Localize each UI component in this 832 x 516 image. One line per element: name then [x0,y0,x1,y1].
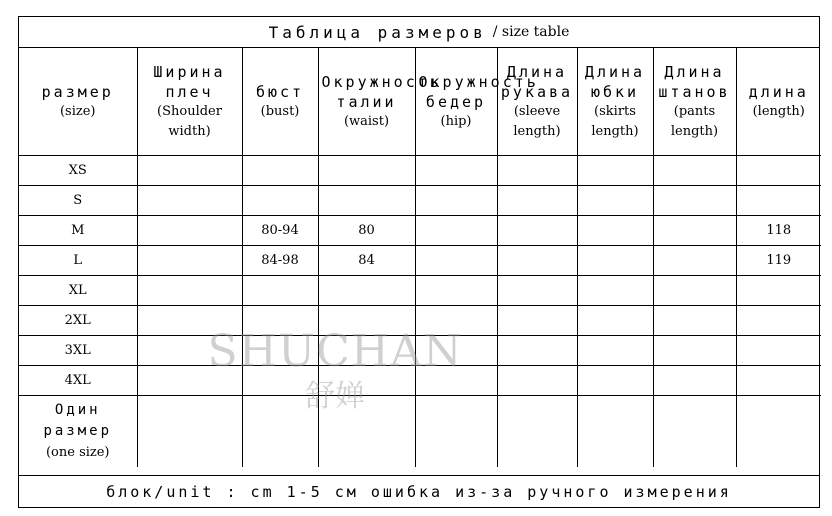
length-cell [736,336,821,366]
sleeve-cell [497,246,577,276]
col-header-bust: бюст (bust) [242,48,318,156]
pants-cell [653,246,736,276]
sleeve-cell [497,276,577,306]
col-header-waist: Окружность талии (waist) [318,48,415,156]
size-cell: 3XL [19,336,137,366]
skirt-cell [577,336,653,366]
watermark-cjk: 舒婵 [305,379,365,414]
table-row [19,246,821,276]
bust-cell [242,276,318,306]
size-cell-one-size [19,396,137,468]
skirt-cell [577,276,653,306]
skirt-cell [577,366,653,396]
hip-cell [415,186,497,216]
shoulder-cell [137,186,242,216]
bust-cell [242,306,318,336]
length-cell [736,276,821,306]
waist-cell [318,336,415,366]
table-footer: блок/unit : cm 1-5 см ошибка из-за ручного измерения [19,475,819,507]
waist-cell [318,306,415,336]
shoulder-cell [137,396,242,468]
pants-cell [653,366,736,396]
col-header-shoulder: Ширина плеч (Shoulder width) [137,48,242,156]
hip-cell [415,156,497,186]
sleeve-cell [497,396,577,468]
col-header-size: размер (size) [19,48,137,156]
waist-cell: 80 [318,216,415,246]
col-header-hip: Окружность бедер (hip) [415,48,497,156]
shoulder-cell [137,366,242,396]
bust-cell: 84-98 [242,246,318,276]
shoulder-cell [137,276,242,306]
pants-cell [653,396,736,468]
table-title-ru: Таблица размеров [268,22,487,42]
hip-cell [415,276,497,306]
bust-cell [242,396,318,468]
size-cell: XL [19,276,137,306]
table-row [19,186,821,216]
hip-cell [415,396,497,468]
size-cell: L [19,246,137,276]
bust-cell [242,156,318,186]
hip-cell [415,246,497,276]
sleeve-cell [497,366,577,396]
skirt-cell [577,216,653,246]
skirt-cell [577,306,653,336]
skirt-cell [577,396,653,468]
pants-cell [653,276,736,306]
shoulder-cell [137,246,242,276]
bust-cell: 80-94 [242,216,318,246]
bust-cell [242,186,318,216]
table-row [19,306,821,336]
hip-cell [415,306,497,336]
pants-cell [653,216,736,246]
waist-cell [318,366,415,396]
pants-cell [653,306,736,336]
watermark-latin: SHUCHAN [207,326,463,377]
skirt-cell [577,246,653,276]
shoulder-cell [137,306,242,336]
size-cell: XS [19,156,137,186]
col-header-sleeve: Длина рукава (sleeve length) [497,48,577,156]
pants-cell [653,336,736,366]
length-cell [736,186,821,216]
waist-cell: 84 [318,246,415,276]
col-header-skirt: Длина юбки (skirts length) [577,48,653,156]
sleeve-cell [497,186,577,216]
pants-cell [653,186,736,216]
table-row [19,366,821,396]
length-cell [736,306,821,336]
waist-cell [318,276,415,306]
length-cell [736,366,821,396]
waist-cell [318,396,415,468]
size-cell: S [19,186,137,216]
hip-cell [415,366,497,396]
col-header-length: длина (length) [736,48,821,156]
shoulder-cell [137,216,242,246]
sleeve-cell [497,156,577,186]
size-table [19,48,821,467]
one-size-label-ru: Один размер [43,402,113,439]
table-row [19,336,821,366]
hip-cell [415,216,497,246]
skirt-cell [577,186,653,216]
shoulder-cell [137,156,242,186]
waist-cell [318,156,415,186]
table-row [19,156,821,186]
skirt-cell [577,156,653,186]
sleeve-cell [497,216,577,246]
table-row-one-size [19,396,821,468]
size-cell: 2XL [19,306,137,336]
bust-cell [242,336,318,366]
table-title-en: / size table [492,24,570,40]
hip-cell [415,336,497,366]
size-cell: 4XL [19,366,137,396]
bust-cell [242,366,318,396]
table-title [19,17,819,48]
length-cell: 118 [736,216,821,246]
shoulder-cell [137,336,242,366]
length-cell [736,396,821,468]
col-header-pants: Длина штанов (pants length) [653,48,736,156]
size-cell: M [19,216,137,246]
waist-cell [318,186,415,216]
size-table-sheet [18,16,820,508]
length-cell: 119 [736,246,821,276]
table-row [19,216,821,246]
table-row [19,276,821,306]
pants-cell [653,156,736,186]
one-size-label-en: (one size) [45,445,110,460]
sleeve-cell [497,336,577,366]
length-cell [736,156,821,186]
sleeve-cell [497,306,577,336]
